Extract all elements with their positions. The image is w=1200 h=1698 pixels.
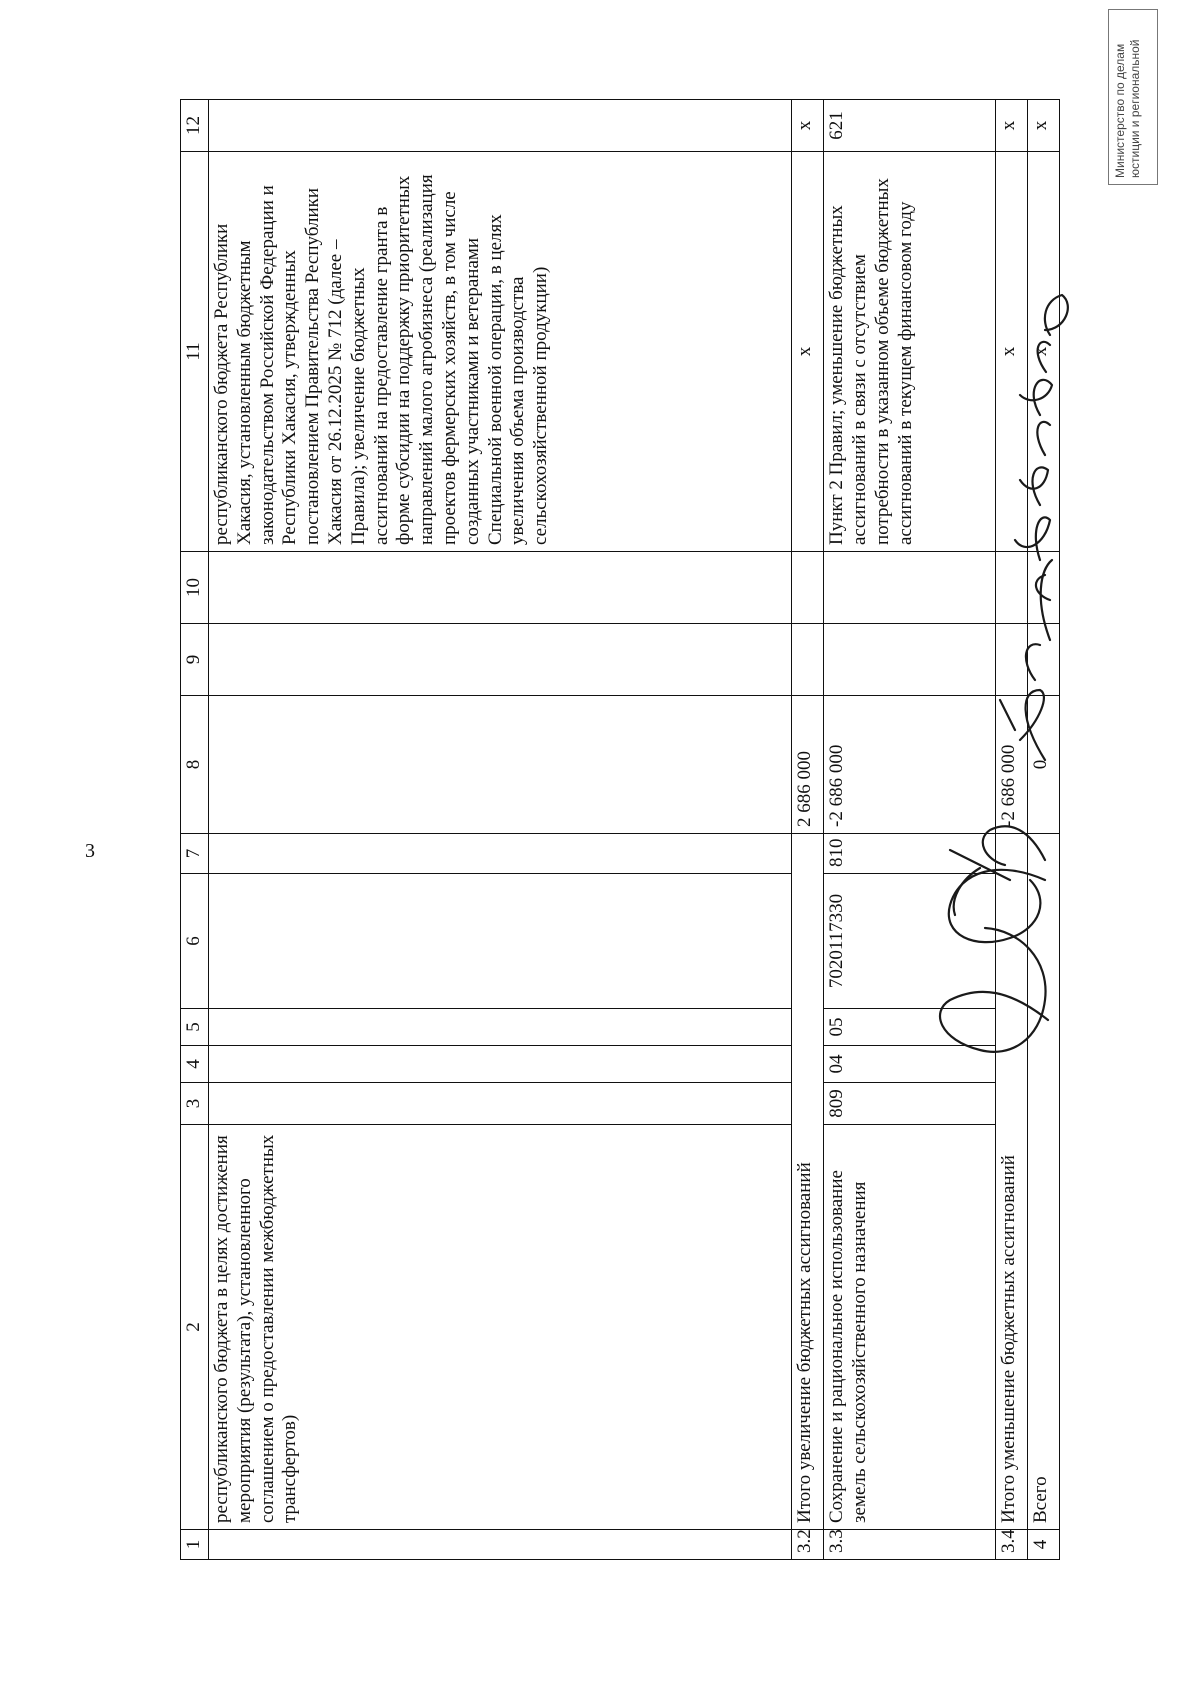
col-header-1: 1 <box>181 1530 209 1560</box>
table-row-continued <box>209 100 792 1560</box>
col-header-11: 11 <box>181 152 209 552</box>
row-3-3-col11: Пункт 2 Правил; уменьшение бюджетных ассигнований в связи с отсутствием потребности в указанном объеме бюджетных ассигнований в текущем финансовом году <box>824 152 995 552</box>
row-3-3-col3: 809 <box>824 1083 995 1125</box>
row-3-3-col12: 621 <box>824 100 995 152</box>
row-3-2-col11: х <box>792 152 824 552</box>
page-number: 3 <box>85 840 95 862</box>
col-header-6: 6 <box>181 874 209 1009</box>
row-3-3-col8: -2 686 000 <box>824 696 995 834</box>
row-3-4-col12: х <box>995 100 1027 152</box>
col-header-8: 8 <box>181 696 209 834</box>
col-header-9: 9 <box>181 624 209 696</box>
row-3-3-col5: 05 <box>824 1009 995 1046</box>
header-row <box>181 100 209 1560</box>
col-header-5: 5 <box>181 1009 209 1046</box>
row-3-2-num: 3.2 <box>792 1530 824 1560</box>
table-row-3-2 <box>792 100 824 1560</box>
col-header-3: 3 <box>181 1083 209 1125</box>
row-3-3-col6: 7020117330 <box>824 874 995 1009</box>
col-header-10: 10 <box>181 552 209 624</box>
budget-allocation-table <box>180 99 1060 1560</box>
row-3-4-num: 3.4 <box>995 1530 1027 1560</box>
col-header-12: 12 <box>181 100 209 152</box>
cont-col11-text: республиканского бюджета Республики Хакасия, установленным бюджетным законодательством Российской Федерации и Республики Хакасия, утвержденных постановлением Правительства Республики Хакасия от 26.12.2025 № 712 (далее – Правила); увеличение бюджетных ассигнований на предоставление гранта в форме субсидии на поддержку приоритетных направлений малого агробизнеса (реализация проектов фермерских хозяйств, в том числе созданных участниками и ветеранами Специальной военной операции, в целях увеличения объема производства сельскохозяйственной продукции) <box>209 152 792 552</box>
row-4-num: 4 <box>1027 1530 1059 1560</box>
cont-col2-text: республиканского бюджета в целях достижения мероприятия (результата), установленного соглашением о предоставлении межбюджетных трансфертов) <box>209 1125 792 1530</box>
row-4-label: Всего <box>1027 834 1059 1530</box>
stamp-line-1: Министерство по делам <box>1113 43 1127 178</box>
row-3-4-col11: х <box>995 152 1027 552</box>
row-3-3-col2: Сохранение и рациональное использование земель сельскохозяйственного назначения <box>824 1125 995 1530</box>
row-3-2-label: Итого увеличение бюджетных ассигнований <box>792 834 824 1530</box>
row-4-col11: х <box>1027 152 1059 552</box>
row-3-2-col12: х <box>792 100 824 152</box>
registration-stamp <box>1108 9 1158 185</box>
row-3-4-col8: -2 686 000 <box>995 696 1027 834</box>
row-4-col12: х <box>1027 100 1059 152</box>
stamp-line-2: юстиции и региональной <box>1128 39 1142 178</box>
table-row-3-3 <box>824 100 995 1560</box>
row-4-col8: 0 <box>1027 696 1059 834</box>
table-row-3-4 <box>995 100 1027 1560</box>
col-header-2: 2 <box>181 1125 209 1530</box>
row-3-3-col4: 04 <box>824 1046 995 1083</box>
rotated-table-container <box>180 100 1060 1560</box>
row-3-3-col7: 810 <box>824 834 995 874</box>
row-3-3-num: 3.3 <box>824 1530 995 1560</box>
col-header-4: 4 <box>181 1046 209 1083</box>
row-3-2-col8: 2 686 000 <box>792 696 824 834</box>
table-row-4 <box>1027 100 1059 1560</box>
col-header-7: 7 <box>181 834 209 874</box>
row-3-4-label: Итого уменьшение бюджетных ассигнований <box>995 834 1027 1530</box>
